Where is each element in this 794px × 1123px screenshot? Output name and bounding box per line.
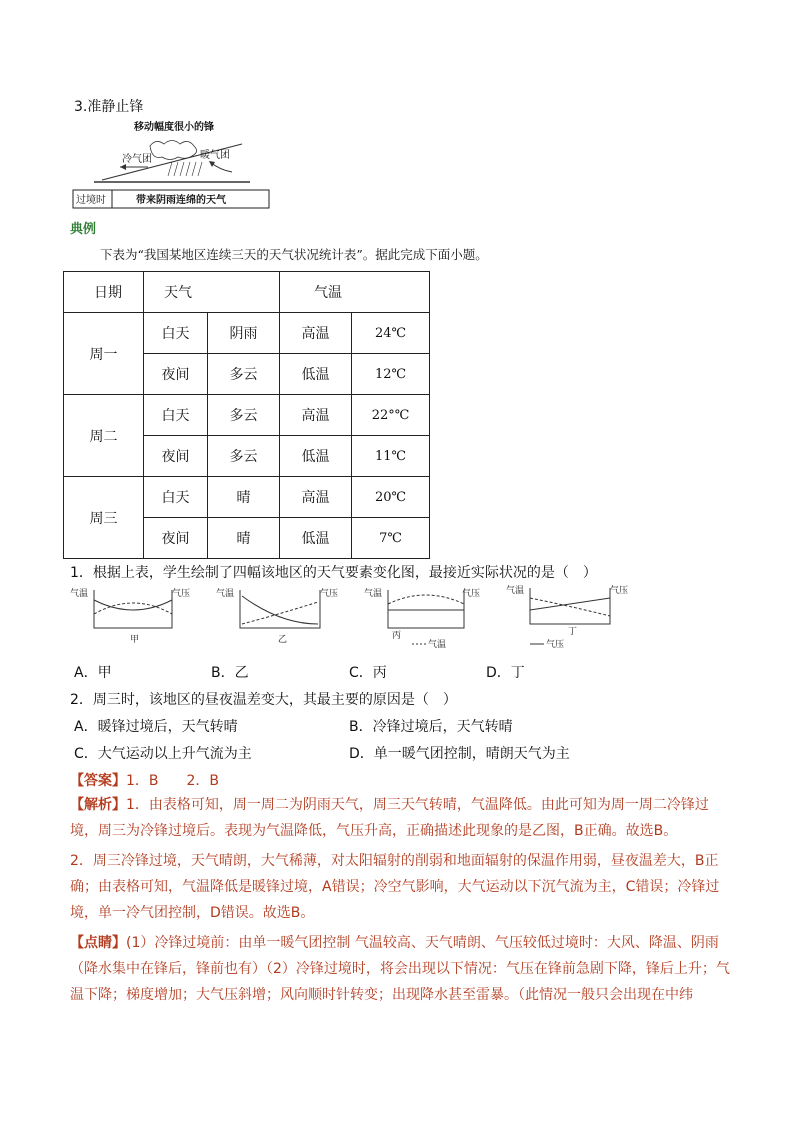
header-date: 日期	[64, 272, 144, 313]
period-cell: 白天	[144, 313, 208, 354]
weather-cell: 晴	[208, 477, 280, 518]
front-diagram	[72, 118, 272, 210]
q1-option-b: B．乙	[211, 665, 249, 681]
legend-pressure: 气压	[546, 640, 565, 650]
analysis-text-1: 1．由表格可知，周一周二为阴雨天气，周三天气转晴，气温降低。由此可知为周一周二冷锋过境，周三为冷锋过境后。表现为气温降低，气压升高，正确描述此现象的是乙图，B正确。故选B。	[70, 797, 709, 839]
table-header-row	[64, 272, 430, 313]
graph-name: 丙	[392, 631, 402, 641]
graph-bing	[364, 587, 480, 650]
example-intro: 下表为“我国某地区连续三天的天气状况统计表”。据此完成下面小题。	[100, 247, 488, 262]
temp-label-cell: 低温	[280, 518, 352, 559]
answer-line	[70, 770, 219, 790]
svg-text:气压: 气压	[462, 589, 481, 599]
temp-label-cell: 低温	[280, 436, 352, 477]
day-cell: 周二	[64, 395, 144, 477]
temp-label-cell: 高温	[280, 477, 352, 518]
header-weather: 天气	[144, 272, 280, 313]
q2-option-c: C．大气运动以上升气流为主	[74, 746, 252, 762]
front-top-label: 移动幅度很小的锋	[134, 122, 214, 133]
section-heading: 3.准静止锋	[74, 99, 144, 115]
cold-mass-label: 冷气团	[122, 154, 152, 165]
svg-text:气温: 气温	[364, 589, 383, 599]
question-2: 2．周三时，该地区的昼夜温差变大，其最主要的原因是（ ）	[70, 692, 457, 708]
graph-name: 丁	[568, 627, 578, 637]
period-cell: 白天	[144, 395, 208, 436]
graph-name: 甲	[130, 635, 140, 645]
period-cell: 夜间	[144, 354, 208, 395]
weather-cell: 多云	[208, 395, 280, 436]
graph-ding	[506, 584, 628, 650]
q1-option-c: C．丙	[349, 665, 387, 681]
rain-lines	[168, 162, 202, 176]
temp-label-cell: 低温	[280, 354, 352, 395]
cloud-shape	[150, 141, 197, 160]
svg-text:气温: 气温	[506, 586, 525, 596]
weather-graphs	[70, 584, 630, 654]
q2-option-a: A．暖锋过境后，天气转晴	[74, 719, 238, 735]
day-cell: 周三	[64, 477, 144, 559]
tip-tag: 【点睛】	[70, 935, 126, 951]
header-temp: 气温	[280, 272, 430, 313]
warm-arrowhead	[209, 161, 215, 167]
weather-cell: 阴雨	[208, 313, 280, 354]
period-cell: 白天	[144, 477, 208, 518]
temp-label-cell: 高温	[280, 395, 352, 436]
temp-cell: 20℃	[352, 477, 430, 518]
weather-table	[63, 271, 430, 559]
front-row-label: 过境时	[76, 195, 106, 206]
analysis-paragraph-1	[70, 792, 730, 844]
temp-label-cell: 高温	[280, 313, 352, 354]
table-row	[64, 395, 430, 436]
svg-text:气温: 气温	[216, 589, 235, 599]
graph-axis-right: 气压	[172, 589, 191, 599]
graph-axis-left: 气温	[70, 589, 89, 599]
weather-cell: 多云	[208, 436, 280, 477]
tip-text: (1）冷锋过境前：由单一暖气团控制 气温较高、天气晴朗、气压较低过境时：大风、降温、阴雨（降水集中在锋后，锋前也有）（2）冷锋过境时，将会出现以下情况：气压在锋前急剧下降，锋后上升；气温下降；梯度增加；大气压斜增；风向顺时针转变；出现降水甚至雷暴。（此情况一般只会出现在中纬	[70, 935, 730, 1003]
legend-temp: 气温	[428, 640, 447, 650]
graph-jia	[70, 587, 190, 645]
table-row	[64, 313, 430, 354]
day-cell: 周一	[64, 313, 144, 395]
q2-option-b: B．冷锋过境后，天气转晴	[349, 719, 513, 735]
q2-option-d: D．单一暖气团控制，晴朗天气为主	[349, 746, 570, 762]
graph-yi	[216, 587, 338, 645]
q1-option-a: A．甲	[74, 665, 112, 681]
answer-text: 1．B 2．B	[126, 773, 220, 789]
tip-paragraph	[70, 930, 730, 1008]
analysis-tag: 【解析】	[70, 797, 126, 813]
temp-cell: 7℃	[352, 518, 430, 559]
svg-text:气压: 气压	[320, 589, 339, 599]
temp-cell: 22°℃	[352, 395, 430, 436]
period-cell: 夜间	[144, 436, 208, 477]
analysis-paragraph-2: 2．周三冷锋过境，天气晴朗，大气稀薄，对太阳辐射的削弱和地面辐射的保温作用弱，昼夜温差大，B正确；由表格可知，气温降低是暖锋过境，A错误；冷空气影响，大气运动以下沉气流为主，C错误；冷锋过境，单一冷气团控制，D错误。故选B。	[70, 853, 720, 921]
example-title: 典例	[70, 222, 97, 237]
graph-name: 乙	[278, 635, 288, 645]
warm-mass-label: 暖气团	[200, 150, 230, 161]
period-cell: 夜间	[144, 518, 208, 559]
temp-cell: 11℃	[352, 436, 430, 477]
table-row	[64, 477, 430, 518]
weather-cell: 晴	[208, 518, 280, 559]
svg-text:气压: 气压	[610, 586, 629, 596]
temp-cell: 12℃	[352, 354, 430, 395]
temp-cell: 24℃	[352, 313, 430, 354]
q1-option-d: D．丁	[486, 665, 525, 681]
front-row-text: 带来阴雨连绵的天气	[136, 195, 226, 206]
answer-tag: 【答案】	[70, 773, 126, 789]
question-1: 1．根据上表，学生绘制了四幅该地区的天气要素变化图，最接近实际状况的是（ ）	[70, 565, 597, 581]
weather-cell: 多云	[208, 354, 280, 395]
